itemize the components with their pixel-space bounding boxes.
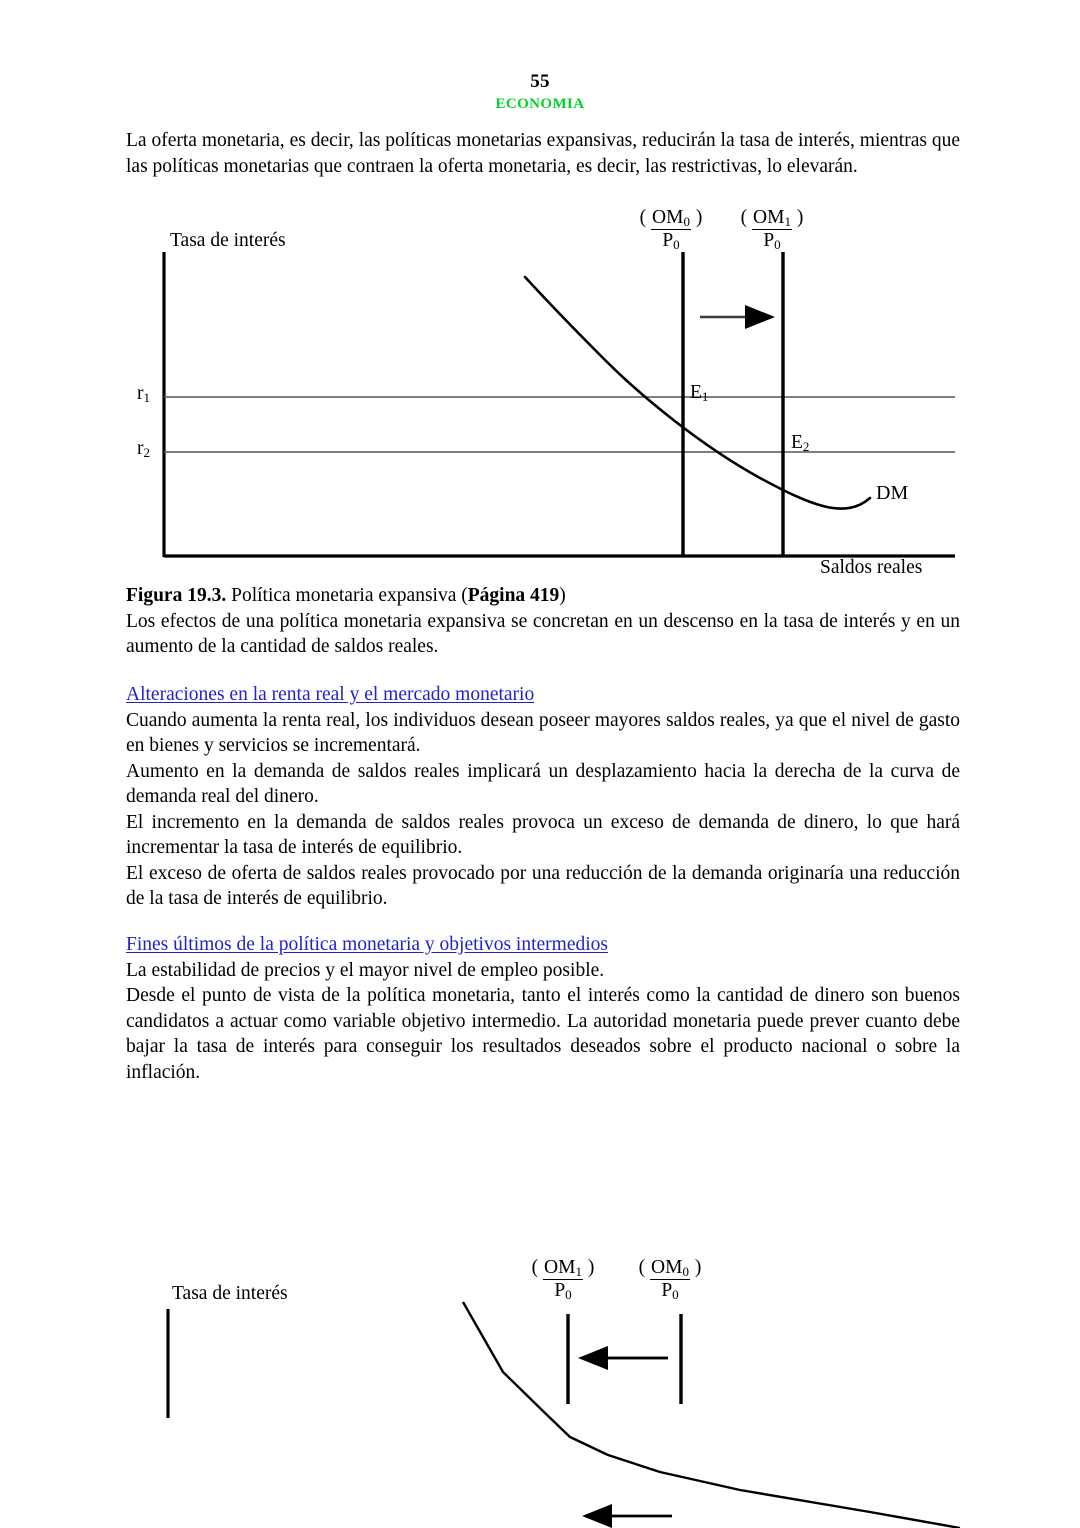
- figure-restrictive-monetary-policy: [0, 1250, 1080, 1528]
- section-alteraciones-paragraph-1: Cuando aumenta la renta real, los individuos desean poseer mayores saldos reales, ya que el nivel de gasto en bienes y servicios se incrementará.: [126, 709, 960, 756]
- figure1-caption-paren: ): [559, 585, 566, 606]
- intro-paragraph: La oferta monetaria, es decir, las políticas monetarias expansivas, reducirán la tasa de interés, mientras que las políticas monetarias que contraen la oferta monetaria, es decir, las restrictivas, lo elevarán.: [126, 130, 960, 177]
- figure2-supply-label-om0-p0: ( OM0 ) P0: [638, 1257, 702, 1302]
- figure2-y-axis-label: Tasa de interés: [172, 1283, 288, 1304]
- figure1-caption-page-ref: Página 419: [467, 585, 560, 606]
- supply-label-om1-denominator-sub: 0: [774, 236, 781, 252]
- figure2-supply-label-om0-numerator-sub: 0: [682, 1264, 689, 1279]
- figure2-shift-arrow-left-secondary: [582, 1504, 672, 1528]
- section-alteraciones-heading[interactable]: Alteraciones en la renta real y el mercado monetario: [126, 684, 535, 705]
- figure1-caption-title: Política monetaria expansiva (: [226, 585, 468, 606]
- figure1-demand-curve-label: DM: [876, 482, 909, 504]
- figure2-supply-label-om0-denominator-sub: 0: [672, 1286, 679, 1302]
- section-fines-paragraph-2: Desde el punto de vista de la política monetaria, tanto el interés como la cantidad de dinero son buenos candidatos a actuar como variable objetivo intermedio. La autoridad monetaria puede prever cuanto debe bajar la tasa de interés para conseguir los resultados deseados sobre el producto nacional o sobre la inflación.: [126, 985, 960, 1083]
- figure-expansive-monetary-policy: [0, 200, 1080, 590]
- figure2-shift-arrow-left: [578, 1346, 668, 1370]
- section-fines-paragraph-1: La estabilidad de precios y el mayor nivel de empleo posible.: [126, 959, 605, 981]
- figure2-supply-label-om1-p0: ( OM1 ) P0: [531, 1257, 595, 1302]
- figure1-caption-number: Figura 19.3.: [126, 585, 227, 606]
- section-alteraciones-paragraph-4: El exceso de oferta de saldos reales provocado por una reducción de la demanda originaría una reducción de la tasa de interés de equilibrio.: [126, 862, 960, 909]
- supply-label-om1-p0: ( OM1 ) P0: [740, 207, 804, 252]
- figure2-demand-curve: [463, 1302, 960, 1528]
- supply-label-om0-p0: ( OM0 ) P0: [639, 207, 703, 252]
- figure1-rate-label-r1: r1: [137, 383, 150, 405]
- figure1-shift-arrow-right: [700, 305, 775, 329]
- figure1-equilibrium-label-e2: E2: [791, 432, 810, 454]
- figure2-supply-label-om1-numerator-sub: 1: [575, 1264, 582, 1279]
- figure2-supply-label-om1-numerator: OM: [544, 1257, 576, 1278]
- figure2-supply-label-om1-denominator-sub: 0: [565, 1286, 572, 1302]
- figure1-x-axis-label: Saldos reales: [820, 557, 923, 578]
- section-alteraciones-paragraph-2: Aumento en la demanda de saldos reales implicará un desplazamiento hacia la derecha de la curva de demanda real del dinero.: [126, 760, 960, 807]
- section-fines: [126, 932, 960, 1085]
- figure2-supply-label-om0-numerator: OM: [651, 1257, 683, 1278]
- supply-label-om1-denominator: P: [763, 229, 775, 251]
- figure1-caption-description: Los efectos de una política monetaria expansiva se concretan en un descenso en la tasa de interés y en un aumento de la cantidad de saldos reales.: [126, 610, 960, 657]
- section-fines-heading[interactable]: Fines últimos de la política monetaria y objetivos intermedios: [126, 934, 608, 955]
- page-subtitle: ECONOMIA: [495, 96, 585, 112]
- figure2-supply-label-om0-denominator: P: [661, 1279, 673, 1301]
- supply-label-om0-numerator: OM: [652, 207, 684, 228]
- page-number: 55: [530, 71, 550, 92]
- figure2-supply-label-om1-denominator: P: [554, 1279, 566, 1301]
- supply-label-om0-numerator-sub: 0: [683, 214, 690, 229]
- figure1-caption-line: [126, 583, 960, 609]
- section-alteraciones-paragraph-3: El incremento en la demanda de saldos reales provoca un exceso de demanda de dinero, lo que hará incrementar la tasa de interés de equilibrio.: [126, 811, 960, 858]
- figure1-rate-label-r2: r2: [137, 438, 150, 460]
- intro-paragraph-block: [126, 128, 960, 179]
- supply-label-om0-denominator: P: [662, 229, 674, 251]
- figure1-y-axis-label: Tasa de interés: [170, 230, 286, 251]
- section-alteraciones: [126, 682, 960, 912]
- figure1-caption-block: [126, 583, 960, 660]
- figure1-plot: [0, 200, 1080, 590]
- supply-label-om1-numerator-sub: 1: [784, 214, 791, 229]
- supply-label-om0-denominator-sub: 0: [673, 236, 680, 252]
- supply-label-om1-numerator: OM: [753, 207, 785, 228]
- figure1-equilibrium-label-e1: E1: [690, 382, 709, 404]
